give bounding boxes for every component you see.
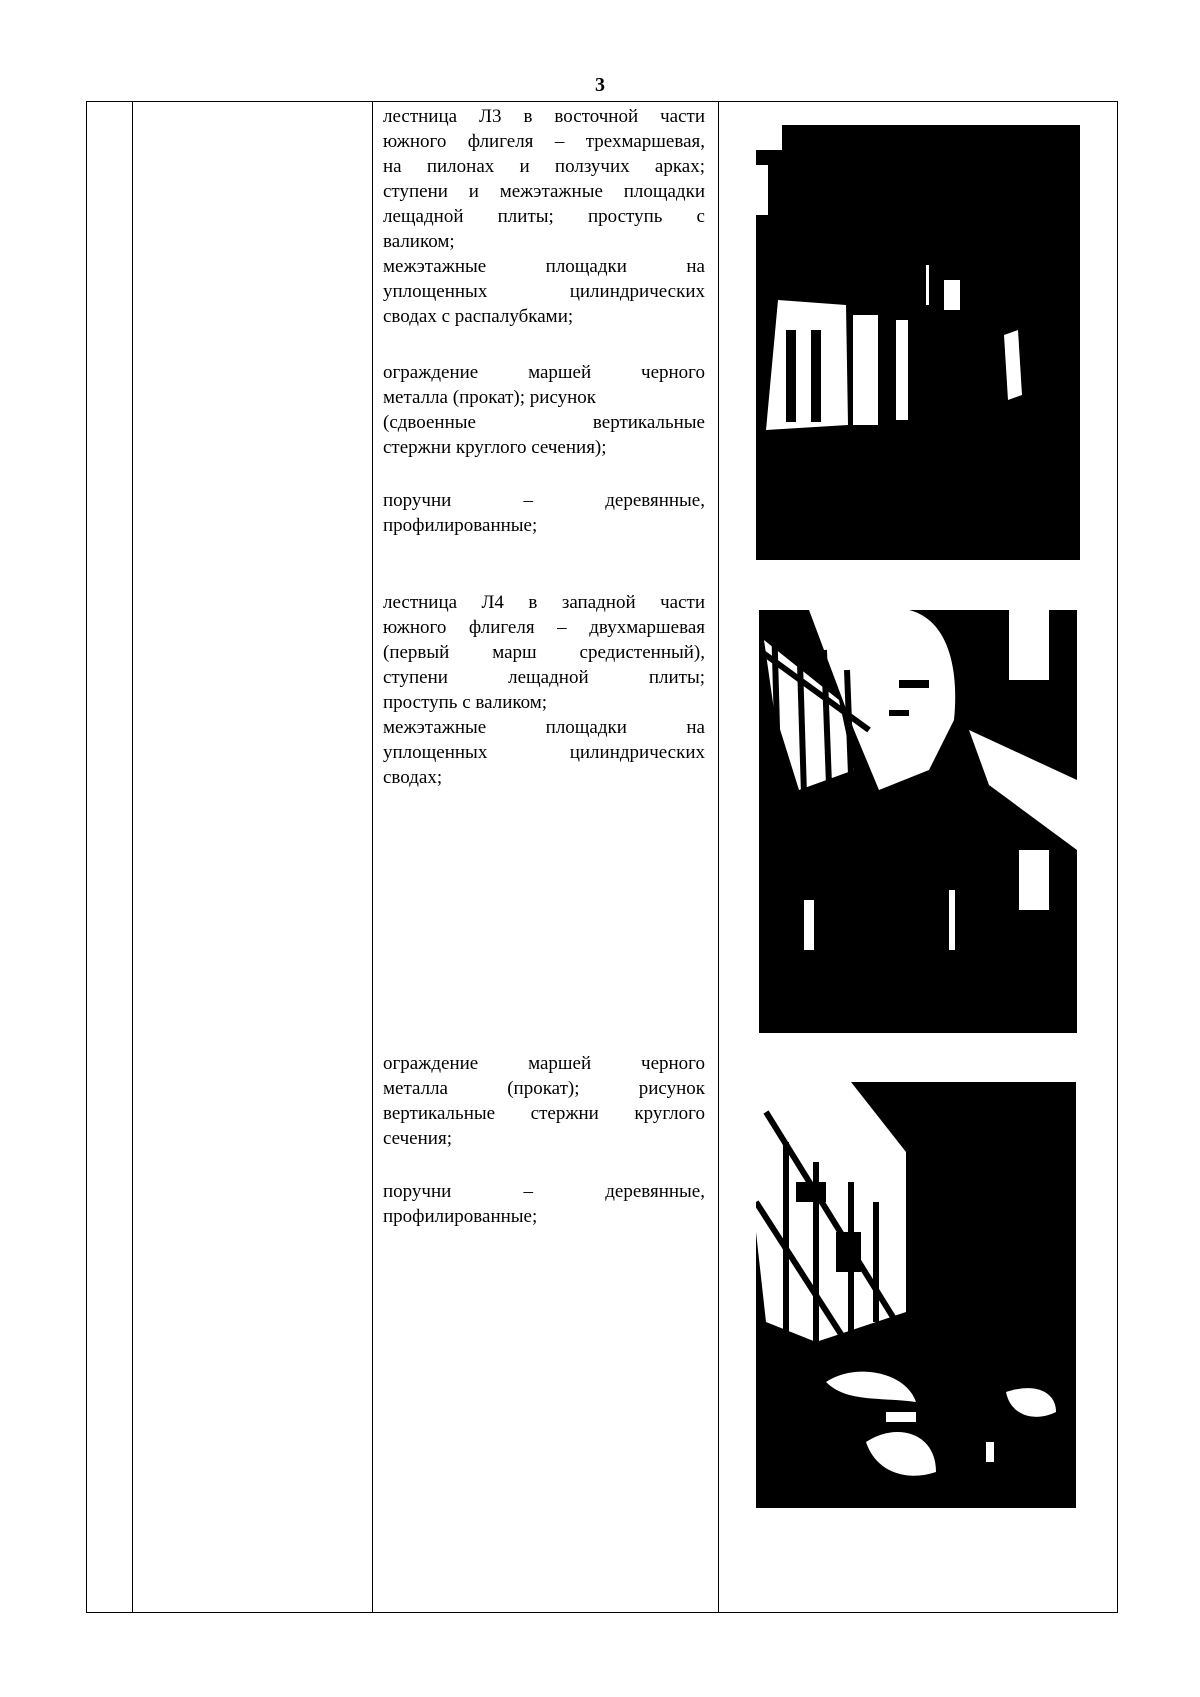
text-line: металла (прокат); рисунок	[383, 387, 597, 408]
text-line: металла (прокат); рисунок	[383, 1078, 705, 1099]
staircase-l3-photo	[756, 125, 1080, 560]
text-line: стержни круглого сечения);	[383, 437, 607, 458]
staircase-l4-description	[383, 590, 705, 790]
text-line: ограждение маршей черного	[383, 1053, 705, 1074]
text-line: межэтажные площадки на	[383, 717, 705, 738]
text-line: лещадной плиты; проступь с	[383, 206, 705, 227]
text-line: (первый марш средистенный),	[383, 642, 705, 663]
text-line: сводах с распалубками;	[383, 306, 574, 327]
text-line: ограждение маршей черного	[383, 362, 705, 383]
staircase-l4-photo	[759, 610, 1077, 1033]
column-divider-2	[372, 102, 373, 1612]
text-line: сводах;	[383, 767, 443, 788]
staircase-l4-railing-photo	[756, 1082, 1076, 1508]
text-line: ступени лещадной плиты;	[383, 667, 705, 688]
text-line: межэтажные площадки на	[383, 256, 705, 277]
text-line: (сдвоенные вертикальные	[383, 412, 705, 433]
text-line: уплощенных цилиндрических	[383, 742, 705, 763]
staircase-l3-description	[383, 104, 705, 329]
staircase-l3-handrail	[383, 488, 705, 538]
text-line: поручни – деревянные,	[383, 1181, 705, 1202]
text-line: лестница Л4 в западной части	[383, 592, 705, 613]
text-line: проступь с валиком;	[383, 692, 548, 713]
text-line: валиком;	[383, 231, 455, 252]
staircase-l4-handrail	[383, 1179, 705, 1229]
text-line: профилированные;	[383, 1206, 538, 1227]
text-line: профилированные;	[383, 515, 538, 536]
text-line: южного флигеля – трехмаршевая,	[383, 131, 705, 152]
text-line: южного флигеля – двухмаршевая	[383, 617, 705, 638]
column-divider-1	[132, 102, 133, 1612]
text-line: поручни – деревянные,	[383, 490, 705, 511]
column-divider-3	[718, 102, 719, 1612]
text-line: на пилонах и ползучих арках;	[383, 156, 705, 177]
staircase-l3-railing	[383, 360, 705, 460]
text-line: уплощенных цилиндрических	[383, 281, 705, 302]
text-line: вертикальные стержни круглого	[383, 1103, 705, 1124]
staircase-l4-railing	[383, 1051, 705, 1151]
text-line: лестница Л3 в восточной части	[383, 106, 705, 127]
text-line: сечения;	[383, 1128, 452, 1149]
page-number: 3	[595, 74, 605, 96]
text-line: ступени и межэтажные площадки	[383, 181, 705, 202]
